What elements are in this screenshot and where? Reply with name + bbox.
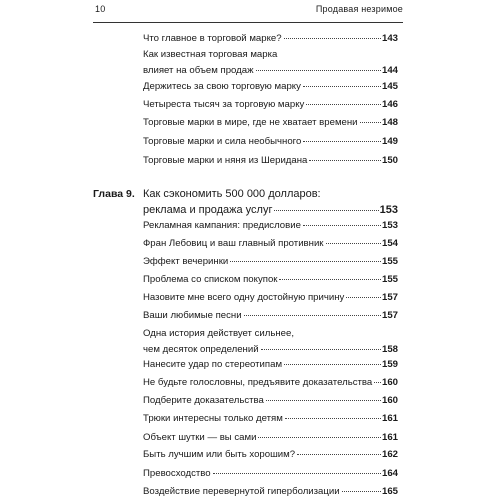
toc-entry [143,430,398,446]
toc-entry [143,290,398,306]
toc-entry-row [143,134,398,150]
toc-page-number: 153 [379,204,398,216]
toc-entry-row [143,290,398,306]
dot-leader [309,160,381,161]
toc-entry-row [143,97,398,113]
toc-page-number: 160 [381,395,398,406]
dot-leader [279,279,381,280]
toc-page-number: 157 [381,310,398,321]
toc-entry-title: Что главное в торговой марке? [143,33,282,44]
toc-entry-title: Воздействие перевернутой гиперболизации [143,486,340,497]
page-number: 10 [95,4,106,14]
dot-leader [306,104,381,105]
dot-leader [342,491,381,492]
toc-entry-row [143,342,398,358]
toc-entry [143,236,398,252]
toc-entry [143,308,398,324]
toc-page-number: 155 [381,274,398,285]
toc-entry [143,115,398,131]
dot-leader [213,473,381,474]
dot-leader [297,454,381,455]
toc-entry-row [143,411,398,427]
toc-entry-row [143,393,398,409]
toc-page-number: 145 [381,81,398,92]
toc-entry-row [143,31,398,47]
dot-leader [326,243,381,244]
toc-entry [143,134,398,150]
toc-entry-title-line: Как известная торговая марка [143,49,278,60]
toc-page-number: 143 [381,33,398,44]
page-header [93,0,403,23]
toc-entry [143,186,398,218]
toc-page-number: 161 [381,413,398,424]
toc-entry [143,326,398,358]
toc-page-number: 144 [381,65,398,76]
toc-entry-row [143,236,398,252]
toc-entry-row [143,272,398,288]
toc-entry-title: Проблема со списком покупок [143,274,278,285]
toc-entry [143,393,398,409]
toc-page-number: 162 [381,449,398,460]
toc-entry-title: влияет на объем продаж [143,65,254,76]
toc-page-number: 157 [381,292,398,303]
dot-leader [285,418,381,419]
toc-entry-title-line: Одна история действует сильнее, [143,328,295,339]
toc-page-number: 155 [381,256,398,267]
toc-entry-row [143,153,398,169]
toc-entry-row [143,447,398,463]
dot-leader [244,315,381,316]
toc-page-number: 150 [381,155,398,166]
dot-leader [374,382,381,383]
toc-entry-row [143,115,398,131]
toc-page-number: 158 [381,344,398,355]
toc-page-number: 159 [381,359,398,370]
toc-page-number: 154 [381,238,398,249]
toc-entry [143,466,398,482]
toc-entry-row [143,357,398,373]
toc-entry-title: Нанесите удар по стереотипам [143,359,283,370]
toc-entry-title: Назовите мне всего одну достойную причину [143,292,345,303]
toc-entry-row [143,202,398,218]
toc-entry [143,79,398,95]
toc-entry-title: Торговые марки и сила необычного [143,136,302,147]
dot-leader [256,70,381,71]
toc-page-number: 160 [381,377,398,388]
toc-entry-title-line: Как сэкономить 500 000 долларов: [143,188,321,200]
dot-leader [303,141,381,142]
toc-entry [143,484,398,500]
toc-entry-title: Держитесь за свою торговую марку [143,81,301,92]
toc-entry [143,218,398,234]
toc-entry-title: Ваши любимые песни [143,310,242,321]
toc-entry [143,47,398,79]
toc-entry-title: Трюки интересны только детям [143,413,283,424]
toc-entry [143,153,398,169]
toc-entry-title: Быть лучшим или быть хорошим? [143,449,296,460]
toc-entry-row [143,218,398,234]
dot-leader [303,225,381,226]
toc-entry [143,411,398,427]
toc-entry-row [143,63,398,79]
toc-entry-title: Не будьте голословны, предъявите доказательства [143,377,373,388]
dot-leader [258,437,381,438]
toc-entry-title: Подберите доказательства [143,395,264,406]
toc-entry-title: Объект шутки — вы сами [143,432,257,443]
toc-entry-title: Эффект вечеринки [143,256,229,267]
chapter-label: Глава 9. [93,188,135,200]
toc-entry-title: Четыреста тысяч за торговую марку [143,99,305,110]
toc-entry-row [143,79,398,95]
dot-leader [284,364,381,365]
toc-page-number: 146 [381,99,398,110]
toc-entry-title: Торговые марки в мире, где не хватает времени [143,117,358,128]
dot-leader [284,38,381,39]
toc-page-number: 148 [381,117,398,128]
toc-entry-row [143,308,398,324]
running-title: Продавая незримое [315,4,403,14]
toc-entry-title: чем десяток определений [143,344,259,355]
toc-entry [143,31,398,47]
toc-entry-row [143,430,398,446]
toc-page-number: 149 [381,136,398,147]
toc-entry [143,375,398,391]
toc-page-number: 165 [381,486,398,497]
toc-entry [143,254,398,270]
toc-entry-row [143,254,398,270]
toc-entry [143,97,398,113]
toc-entry [143,272,398,288]
toc-entry-row [143,375,398,391]
dot-leader [303,86,381,87]
toc-page-number: 153 [381,220,398,231]
toc-entry-row [143,484,398,500]
dot-leader [346,297,381,298]
toc-entry-title: Превосходство [143,468,211,479]
dot-leader [266,400,381,401]
toc-entry-row [143,466,398,482]
toc-page-number: 164 [381,468,398,479]
toc-entry-title: реклама и продажа услуг [143,204,273,216]
toc-entry [143,447,398,463]
toc-page-number: 161 [381,432,398,443]
toc-entry-title: Фран Лебовиц и ваш главный противник [143,238,324,249]
dot-leader [360,122,381,123]
dot-leader [274,210,378,211]
toc-entry-title: Рекламная кампания: предисловие [143,220,301,231]
dot-leader [261,349,381,350]
dot-leader [230,261,381,262]
toc-entry-title: Торговые марки и няня из Шеридана [143,155,308,166]
toc-entry [143,357,398,373]
